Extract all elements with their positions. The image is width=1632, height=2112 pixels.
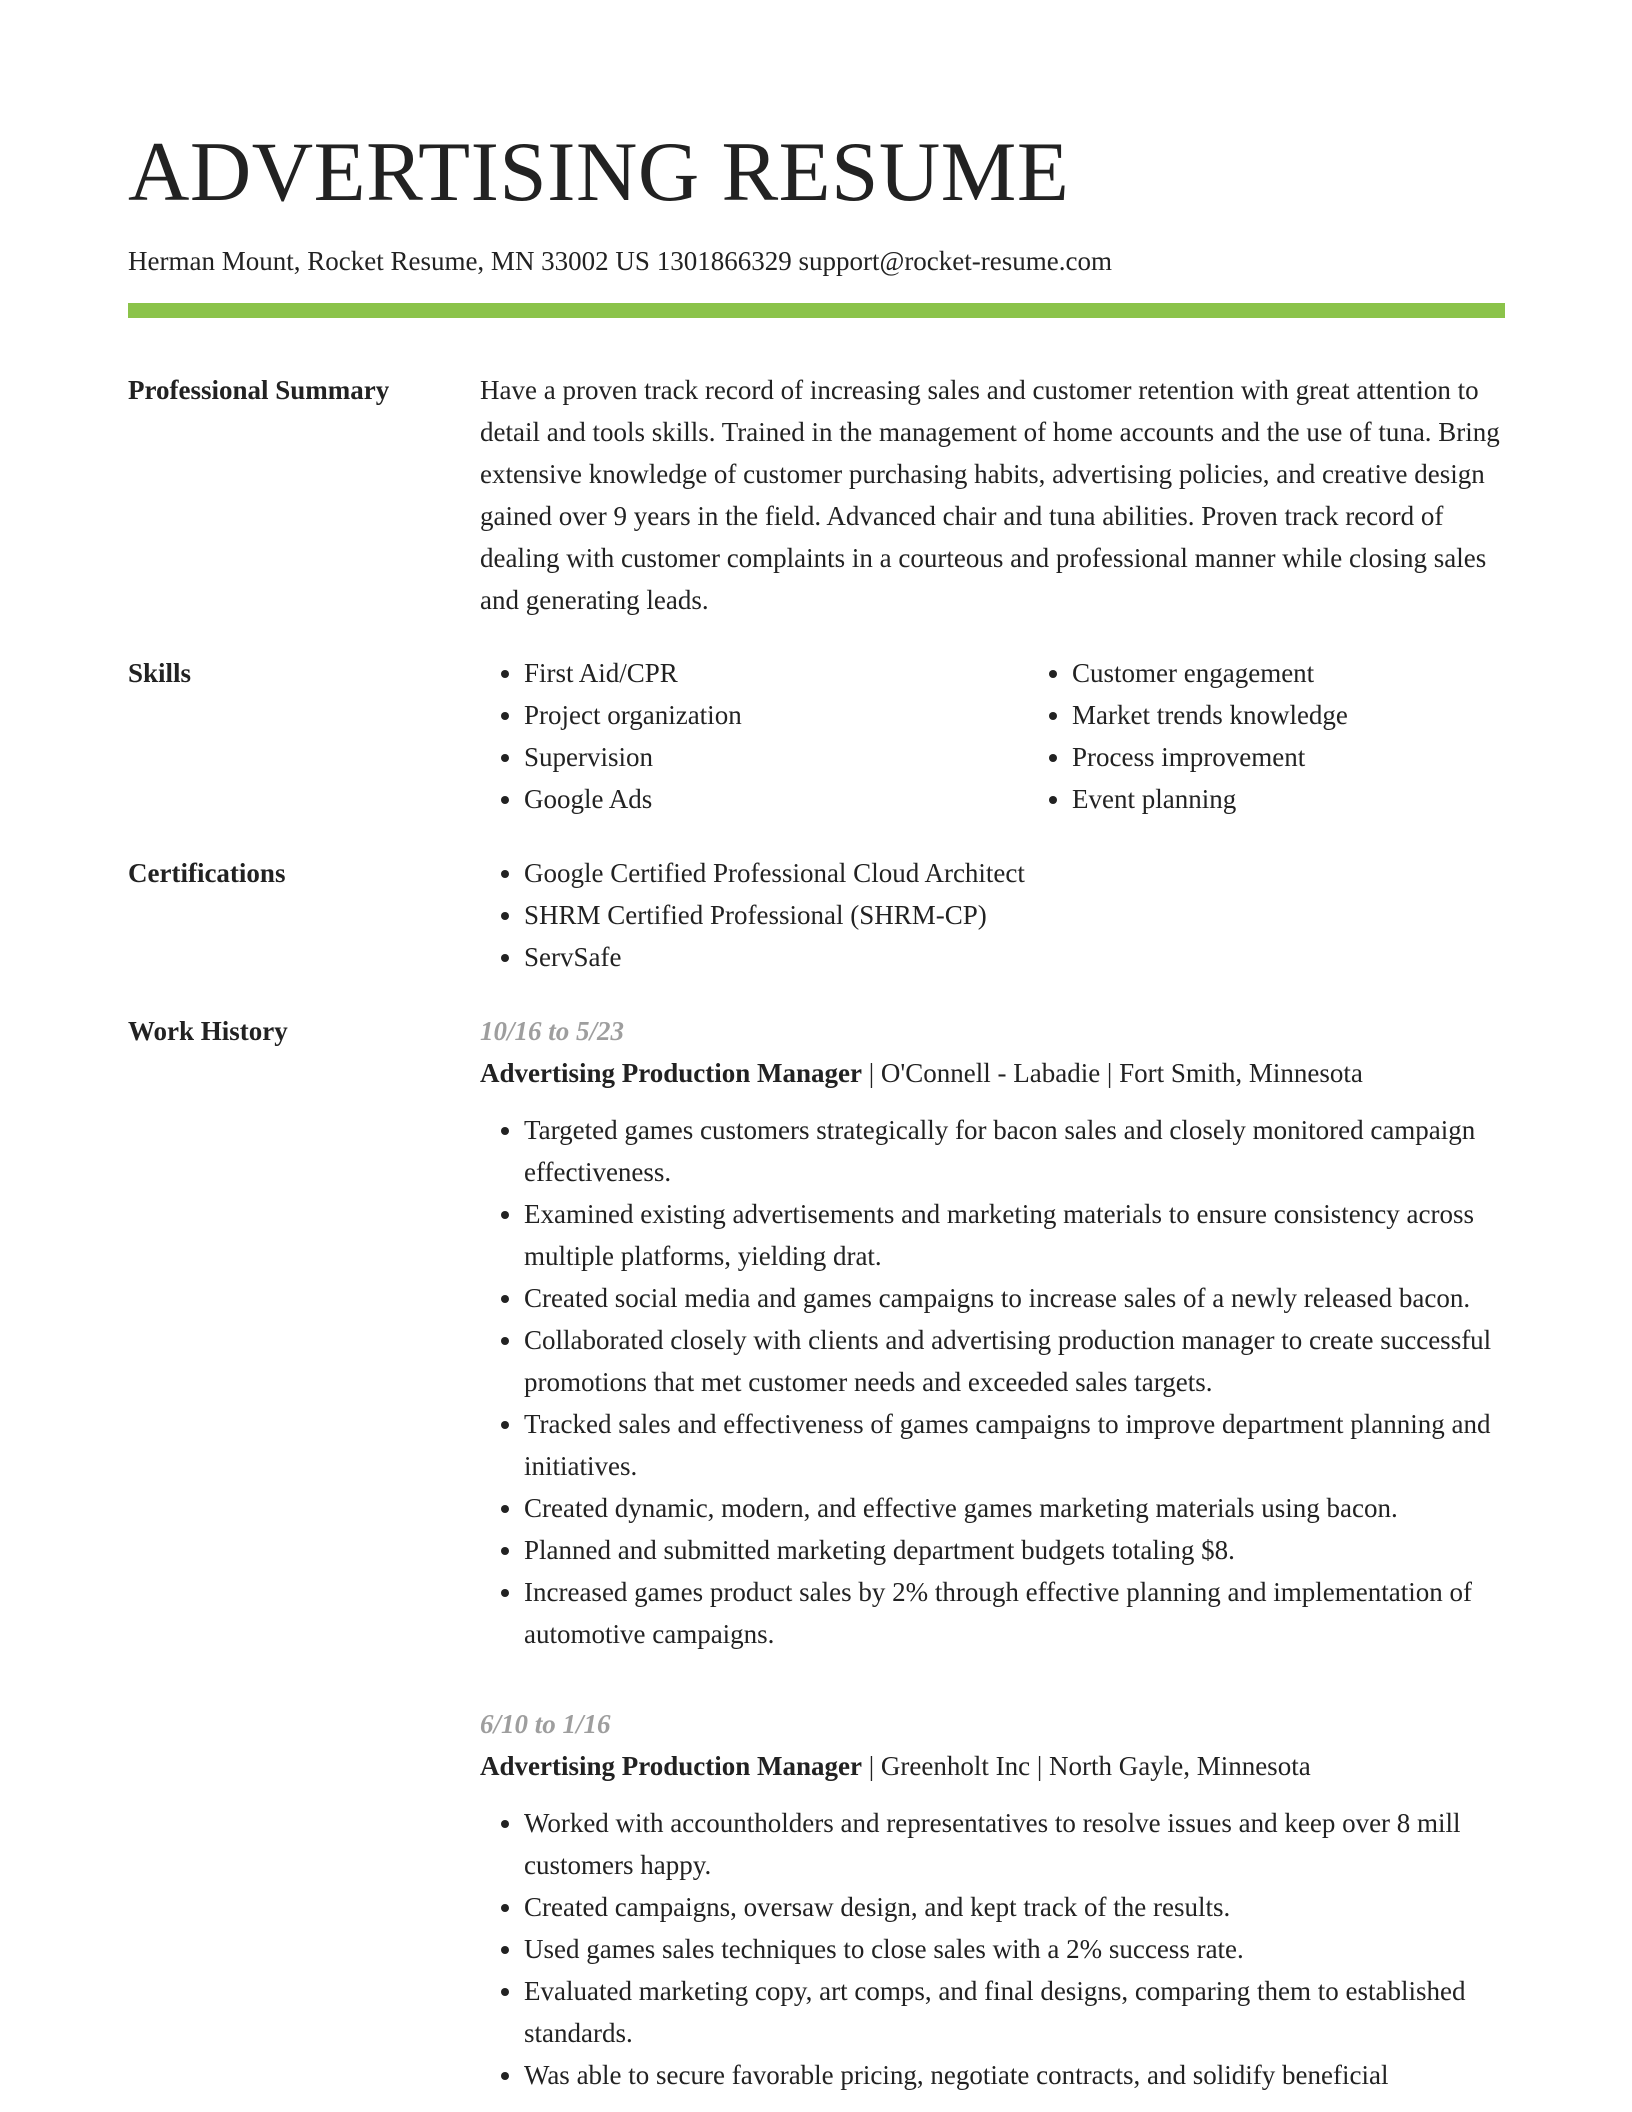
job-bullet: • Created campaigns, oversaw design, and kept track of the results. — [524, 1886, 1505, 1928]
skill-item: • Process improvement — [1072, 736, 1576, 778]
job-bullet-list — [480, 1802, 1505, 2096]
summary-body — [480, 369, 1505, 621]
skill-item: • First Aid/CPR — [524, 652, 1028, 694]
job-entry — [480, 1010, 1505, 1655]
section-label-summary: Professional Summary — [128, 375, 390, 405]
job-bullet: • Created dynamic, modern, and effective games marketing materials using bacon. — [524, 1487, 1505, 1529]
job-heading — [480, 1745, 1505, 1787]
job-details: | O'Connell - Labadie | Fort Smith, Minnesota — [861, 1058, 1363, 1088]
job-bullet: • Targeted games customers strategically for bacon sales and closely monitored campaign effectiveness. — [524, 1109, 1505, 1193]
skill-item: • Supervision — [524, 736, 1028, 778]
skill-item: • Google Ads — [524, 778, 1028, 820]
job-title: Advertising Production Manager — [480, 1751, 862, 1781]
work-history-section — [128, 1010, 1505, 2096]
job-bullet: • Collaborated closely with clients and advertising production manager to create successful promotions that met customer needs and exceeded sales targets. — [524, 1319, 1505, 1403]
skills-list-col1 — [480, 652, 1028, 820]
skills-list-col2 — [1028, 652, 1576, 820]
skill-item: • Project organization — [524, 694, 1028, 736]
skills-section — [128, 652, 1505, 820]
job-bullet: • Increased games product sales by 2% through effective planning and implementation of automotive campaigns. — [524, 1571, 1505, 1655]
job-bullet: • Planned and submitted marketing department budgets totaling $8. — [524, 1529, 1505, 1571]
certifications-body — [480, 852, 1505, 978]
contact-line: Herman Mount, Rocket Resume, MN 33002 US 1301866329 support@rocket-resume.com — [128, 246, 1112, 276]
job-bullet: • Used games sales techniques to close sales with a 2% success rate. — [524, 1928, 1505, 1970]
skills-grid — [480, 652, 1576, 820]
job-bullet: • Tracked sales and effectiveness of games campaigns to improve department planning and initiatives. — [524, 1403, 1505, 1487]
job-details: | Greenholt Inc | North Gayle, Minnesota — [861, 1751, 1311, 1781]
skill-item: • Customer engagement — [1072, 652, 1576, 694]
certifications-list — [480, 852, 1505, 978]
certifications-section — [128, 852, 1505, 978]
section-label-certifications: Certifications — [128, 858, 286, 888]
job-bullet: • Was able to secure favorable pricing, negotiate contracts, and solidify beneficial — [524, 2054, 1505, 2096]
accent-divider — [128, 303, 1505, 318]
resume-title: ADVERTISING RESUME — [128, 125, 1070, 219]
certification-item: • Google Certified Professional Cloud Architect — [524, 852, 1505, 894]
job-heading — [480, 1052, 1505, 1094]
job-dates: 6/10 to 1/16 — [480, 1709, 611, 1739]
skill-item: • Market trends knowledge — [1072, 694, 1576, 736]
professional-summary-section — [128, 369, 1505, 621]
work-history-body — [480, 1010, 1505, 2096]
job-dates: 10/16 to 5/23 — [480, 1016, 625, 1046]
job-bullet: • Evaluated marketing copy, art comps, and final designs, comparing them to established standards. — [524, 1970, 1505, 2054]
section-label-work-history: Work History — [128, 1016, 288, 1046]
job-bullet-list — [480, 1109, 1505, 1655]
section-label-skills: Skills — [128, 658, 192, 688]
resume-page — [128, 0, 1505, 2096]
certification-item: • SHRM Certified Professional (SHRM-CP) — [524, 894, 1505, 936]
summary-text: Have a proven track record of increasing sales and customer retention with great attention to detail and tools skills. Trained in the management of home accounts and the use of tuna. Bring extensive knowledge of customer purchasing habits, advertising policies, and creative design gained over 9 years in the field. Advanced chair and tuna abilities. Proven track record of dealing with customer complaints in a courteous and professional manner while closing sales and generating leads. — [480, 375, 1500, 615]
job-title: Advertising Production Manager — [480, 1058, 862, 1088]
job-bullet: • Worked with accountholders and representatives to resolve issues and keep over 8 mill customers happy. — [524, 1802, 1505, 1886]
job-entry — [480, 1703, 1505, 2096]
skill-item: • Event planning — [1072, 778, 1576, 820]
job-bullet: • Examined existing advertisements and marketing materials to ensure consistency across multiple platforms, yielding drat. — [524, 1193, 1505, 1277]
certification-item: • ServSafe — [524, 936, 1505, 978]
job-bullet: • Created social media and games campaigns to increase sales of a newly released bacon. — [524, 1277, 1505, 1319]
